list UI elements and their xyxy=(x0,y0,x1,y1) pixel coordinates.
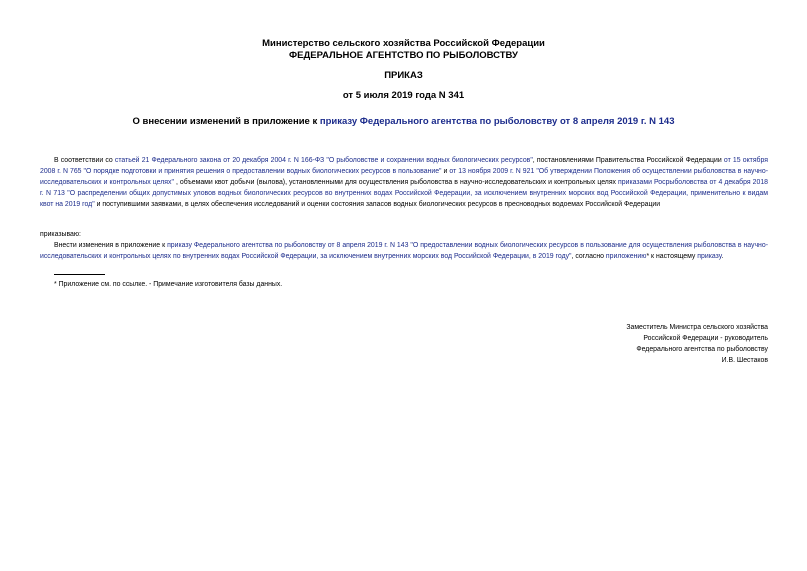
signatory-position-2: Российской Федерации - руководитель xyxy=(643,335,768,342)
order-143-link[interactable]: приказу Федерального агентства по рыболовству от 8 апреля 2019 г. N 143 "О предоставлении водных биологических ресурсов в пользование для осуществления рыболовства в научно-исследовательских и контрольных целях по внутренних водах Российской Федерации, за исключением внутренних морских вод Российской Федерации, в 2019 году" xyxy=(40,242,768,260)
title-prefix: О внесении изменений в приложение к xyxy=(132,116,320,127)
title-order-link[interactable]: приказу Федерального агентства по рыболовству от 8 апреля 2019 г. N 143 xyxy=(319,116,675,127)
footnote-divider xyxy=(54,274,105,275)
preamble-text-1: В соответствии со xyxy=(54,157,115,164)
preamble-text-4: , объемами квот добычи (вылова), установленными для осуществления рыболовства в научно-исследовательских и контрольных целях xyxy=(173,179,619,186)
order-713-link[interactable]: приказами Росрыболовства от 4 декабря 2018 г. N 713 "О распределении общих допустимых уловов водных биологических ресурсов во внутренних водах Российской Федерации, за исключением внутренних морских вод Российской Федерации, применительно к видам квот на 2019 год" xyxy=(40,179,768,208)
signatory-name: И.В. Шестаков xyxy=(721,357,768,364)
preamble-text-3: и xyxy=(441,168,450,175)
order-text-4: . xyxy=(721,253,724,260)
agency-name: ФЕДЕРАЛЬНОЕ АГЕНТСТВО ПО РЫБОЛОВСТВУ xyxy=(289,50,518,61)
document-title xyxy=(0,116,807,127)
document-type: ПРИКАЗ xyxy=(384,70,423,81)
order-link[interactable]: приказу xyxy=(697,253,722,260)
order-text-1: Внести изменения в приложение к xyxy=(54,242,168,249)
document-date: от 5 июля 2019 года N 341 xyxy=(342,90,465,101)
prikazyvayu-label: приказываю: xyxy=(40,231,81,238)
order-paragraph xyxy=(40,229,768,262)
preamble-text-5: и поступившими заявками, в целях обеспечения исследований и оценки состояния запасов водных биологических ресурсов в пресноводных водоемах Российской Федерации xyxy=(94,201,661,208)
signatory-position-3: Федерального агентства по рыболовству xyxy=(636,346,768,353)
appendix-link[interactable]: приложению xyxy=(605,253,647,260)
preamble-paragraph xyxy=(40,155,768,210)
federal-law-link[interactable]: статьей 21 Федерального закона от 20 декабря 2004 г. N 166-ФЗ "О рыболовстве и сохранении водных биологических ресурсов" xyxy=(114,157,533,164)
resolution-765-link[interactable]: от 15 октября 2008 г. N 765 "О порядке подготовки и принятия решения о предоставлении водных биологических ресурсов в пользование" xyxy=(40,157,768,175)
order-text-3: * к настоящему xyxy=(646,253,698,260)
ministry-name: Министерство сельского хозяйства Российской Федерации xyxy=(262,38,545,49)
resolution-921-link[interactable]: от 13 ноября 2009 г. N 921 "Об утверждении Положения об осуществлении рыболовства в научно-исследовательских и контрольных целях" xyxy=(40,168,768,186)
preamble-text-2: , постановлениями Правительства Российской Федерации xyxy=(532,157,724,164)
signature-block xyxy=(626,322,768,366)
order-text-2: , согласно xyxy=(571,253,606,260)
footnote: * Приложение см. по ссылке. - Примечание изготовителя базы данных. xyxy=(54,281,283,288)
signatory-position-1: Заместитель Министра сельского хозяйства xyxy=(626,324,768,331)
